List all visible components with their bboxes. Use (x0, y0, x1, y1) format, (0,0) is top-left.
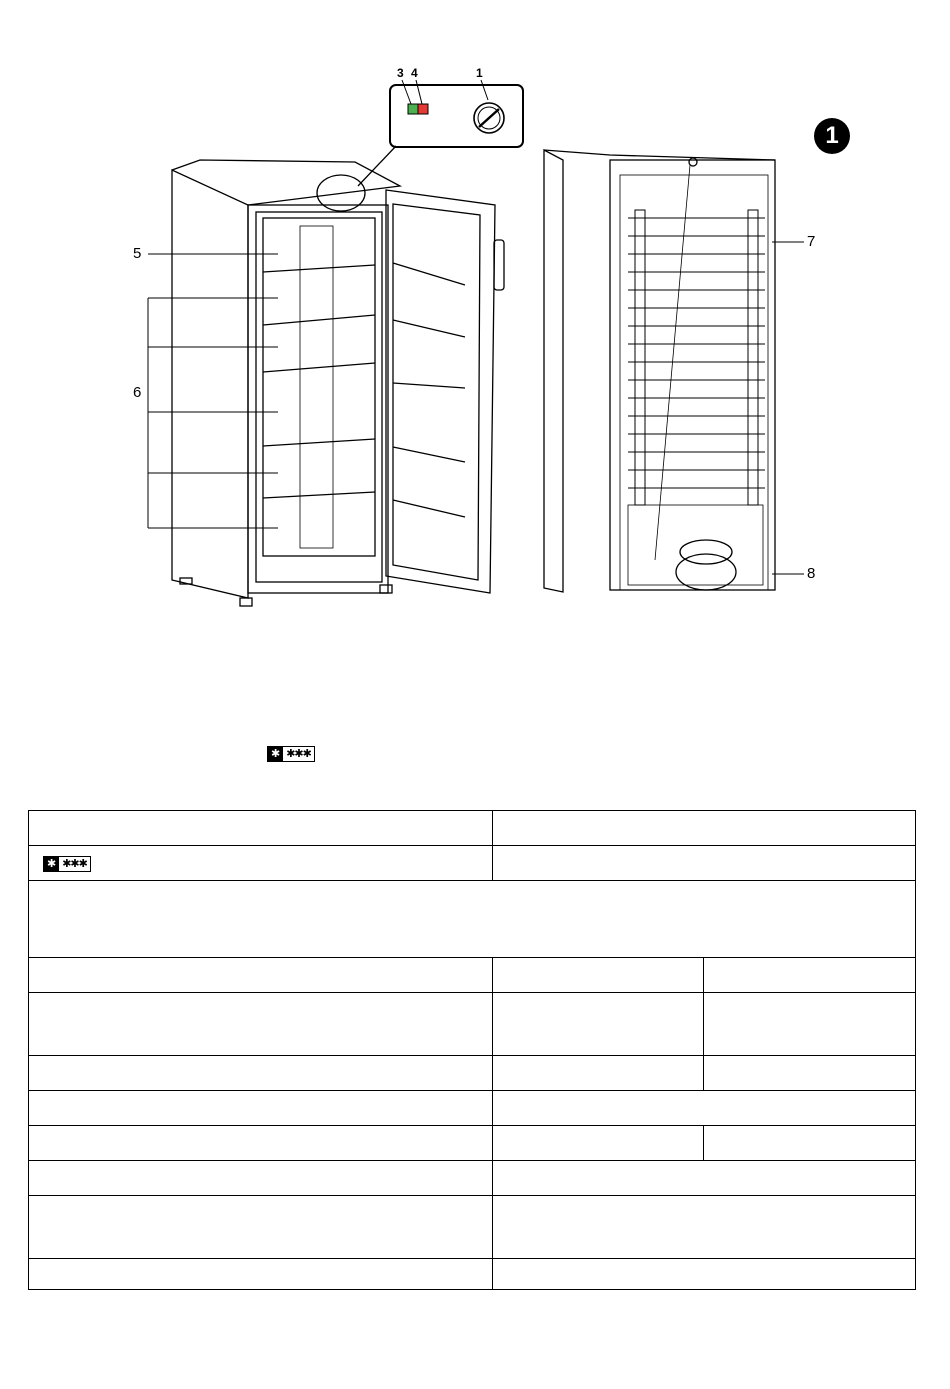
table-row (29, 1259, 916, 1290)
panel-label-4: 4 (411, 66, 418, 80)
table-star-rating-triple: ✱✱✱ (59, 857, 90, 871)
callout-8: 8 (807, 565, 816, 582)
panel-label-1: 1 (476, 66, 483, 80)
star-rating-single: ✱ (268, 747, 283, 761)
star-rating-badge (267, 746, 315, 762)
table-row (29, 811, 916, 846)
table-row (29, 881, 916, 958)
table-row (29, 1056, 916, 1091)
specification-table (28, 810, 916, 1290)
panel-label-3: 3 (397, 66, 404, 80)
green-indicator-lamp (408, 104, 418, 114)
callout-6: 6 (133, 384, 142, 401)
red-warning-lamp (418, 104, 428, 114)
figure-number-badge: 1 (814, 118, 850, 154)
table-row (29, 958, 916, 993)
table-row (29, 1126, 916, 1161)
control-panel-inset (390, 85, 523, 147)
table-row (29, 1161, 916, 1196)
table-star-rating-single: ✱ (44, 857, 59, 871)
table-row (29, 993, 916, 1056)
table-row (29, 1091, 916, 1126)
table-row (29, 1196, 916, 1259)
callout-7: 7 (807, 233, 816, 250)
table-row (29, 846, 916, 881)
callout-5: 5 (133, 245, 142, 262)
star-rating-triple: ✱✱✱ (283, 747, 314, 761)
table-star-rating-badge (43, 856, 91, 872)
